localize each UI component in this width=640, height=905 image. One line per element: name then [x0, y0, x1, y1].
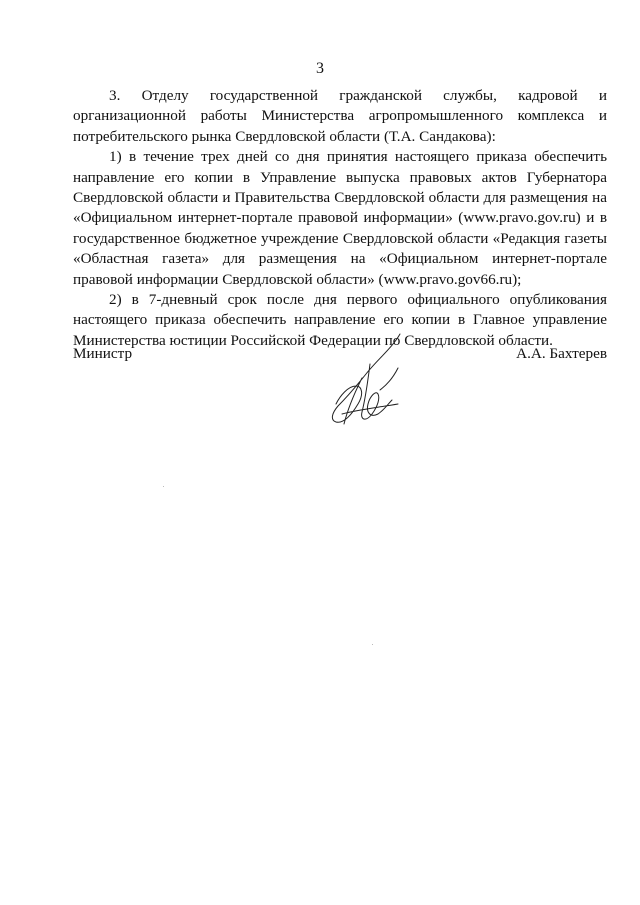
document-body — [73, 86, 607, 351]
paragraph-3: 3. Отделу государственной гражданской службы, кадровой и организационной работы Министерства агропромышленного комплекса и потребительского рынка Свердловской области (Т.А. Сандакова): — [73, 87, 607, 145]
scan-speck — [372, 644, 373, 645]
paragraph-3-2: 2) в 7-дневный срок после дня первого официального опубликования настоящего приказа обеспечить направление его копии в Главное управление Министерства юстиции Российской Федерации по Свердловской области. — [73, 291, 607, 349]
signatory-title: Министр — [73, 345, 133, 362]
page-number: 3 — [316, 60, 324, 77]
paragraph-3-1: 1) в течение трех дней со дня принятия настоящего приказа обеспечить направление его копии в Управление выпуска правовых актов Губернатора Свердловской области и Правительства Свердловской области для размещения на «Официальном интернет-портале правовой информации» (www.pravo.gov.ru) и в государственное бюджетное учреждение Свердловской области «Редакция газеты «Областная газета» для размещения на «Официальном интернет-портале правовой информации Свердловской области» (www.pravo.gov66.ru); — [73, 148, 607, 288]
handwritten-signature — [322, 330, 412, 430]
signatory-name: А.А. Бахтерев — [516, 345, 607, 362]
scan-speck — [163, 486, 164, 487]
